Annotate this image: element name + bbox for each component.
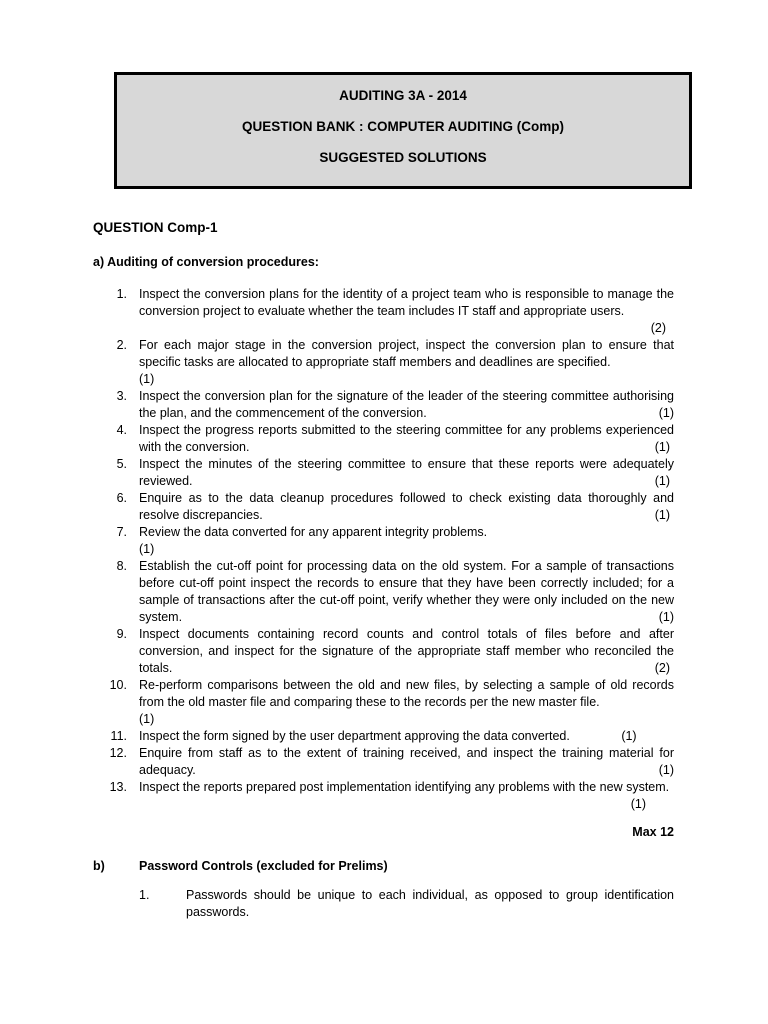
section-b-title: Password Controls (excluded for Prelims) bbox=[139, 859, 388, 873]
item-number: 10. bbox=[109, 678, 127, 692]
list-item bbox=[93, 286, 674, 337]
section-a-heading: a) Auditing of conversion procedures: bbox=[93, 255, 319, 269]
item-mark: (1) bbox=[654, 440, 670, 454]
item-mark: (1) bbox=[139, 372, 155, 386]
section-b-label: b) bbox=[93, 859, 105, 873]
item-text: Passwords should be unique to each individual, as opposed to group identification passwords. bbox=[186, 888, 674, 919]
item-text: Inspect the progress reports submitted to the steering committee for any problems experienced with the conversion. bbox=[139, 423, 674, 454]
max-marks: Max 12 bbox=[632, 825, 674, 839]
item-mark: (1) bbox=[654, 508, 670, 522]
item-number: 8. bbox=[116, 559, 127, 573]
item-text: Inspect the form signed by the user department approving the data converted. bbox=[139, 729, 570, 743]
list-item bbox=[93, 337, 674, 388]
list-item bbox=[93, 456, 674, 490]
item-number: 6. bbox=[116, 491, 127, 505]
item-number: 12. bbox=[109, 746, 127, 760]
item-mark: (1) bbox=[658, 406, 674, 420]
item-text: Re-perform comparisons between the old and new files, by selecting a sample of old records from the old master file and comparing these to the records per the new master file. bbox=[139, 678, 674, 709]
item-text: Establish the cut-off point for processing data on the old system. For a sample of transactions before cut-off point inspect the records to ensure that they have been correctly included; for a sample of transactions after the cut-off point, verify whether they were only included on the new system. bbox=[139, 559, 674, 624]
item-number: 4. bbox=[116, 423, 127, 437]
item-text: Inspect the conversion plan for the signature of the leader of the steering committee authorising the plan, and the commencement of the conversion. bbox=[139, 389, 674, 420]
item-number: 3. bbox=[116, 389, 127, 403]
header-subheading: SUGGESTED SOLUTIONS bbox=[319, 150, 487, 165]
question-title: QUESTION Comp-1 bbox=[93, 220, 218, 235]
item-text: Inspect the minutes of the steering committee to ensure that these reports were adequately reviewed. bbox=[139, 457, 674, 488]
item-number: 5. bbox=[116, 457, 127, 471]
header-title: AUDITING 3A - 2014 bbox=[339, 88, 467, 103]
header-box bbox=[114, 72, 692, 189]
list-item bbox=[93, 388, 674, 422]
item-mark: (1) bbox=[658, 763, 674, 777]
list-item bbox=[93, 626, 674, 677]
item-mark: (1) bbox=[621, 729, 637, 743]
item-number: 1. bbox=[116, 287, 127, 301]
list-item bbox=[93, 745, 674, 779]
item-mark: (1) bbox=[139, 542, 155, 556]
item-number: 13. bbox=[109, 780, 127, 794]
header-subtitle: QUESTION BANK : COMPUTER AUDITING (Comp) bbox=[242, 119, 564, 134]
item-text: Enquire from staff as to the extent of training received, and inspect the training material for adequacy. bbox=[139, 746, 674, 777]
list-item bbox=[93, 490, 674, 524]
item-number: 7. bbox=[116, 525, 127, 539]
item-number: 1. bbox=[139, 888, 150, 902]
list-item bbox=[93, 677, 674, 728]
item-text: Inspect the conversion plans for the identity of a project team who is responsible to manage the conversion project to evaluate whether the team includes IT staff and appropriate users. bbox=[139, 287, 674, 318]
item-mark: (2) bbox=[654, 661, 670, 675]
item-text: Enquire as to the data cleanup procedures followed to check existing data thoroughly and resolve discrepancies. bbox=[139, 491, 674, 522]
item-mark: (1) bbox=[139, 712, 155, 726]
item-text: Inspect documents containing record counts and control totals of files before and after conversion, and inspect for the signature of the appropriate staff member who reconciled the totals. bbox=[139, 627, 674, 675]
conversion-procedures-list bbox=[93, 286, 674, 813]
list-item bbox=[93, 422, 674, 456]
item-text: Review the data converted for any apparent integrity problems. bbox=[139, 525, 488, 539]
list-item bbox=[93, 779, 674, 811]
item-mark: (1) bbox=[658, 610, 674, 624]
list-item bbox=[93, 524, 674, 558]
item-mark: (1) bbox=[630, 797, 646, 811]
item-number: 2. bbox=[116, 338, 127, 352]
item-mark: (1) bbox=[654, 474, 670, 488]
list-item bbox=[93, 558, 674, 626]
item-number: 11. bbox=[110, 729, 127, 743]
item-number: 9. bbox=[116, 627, 127, 641]
list-item bbox=[93, 728, 674, 745]
item-text: For each major stage in the conversion project, inspect the conversion plan to ensure that specific tasks are allocated to appropriate staff members and deadlines are specified. bbox=[139, 338, 674, 369]
item-text: Inspect the reports prepared post implementation identifying any problems with the new system. bbox=[139, 780, 670, 794]
item-mark: (2) bbox=[650, 321, 666, 335]
